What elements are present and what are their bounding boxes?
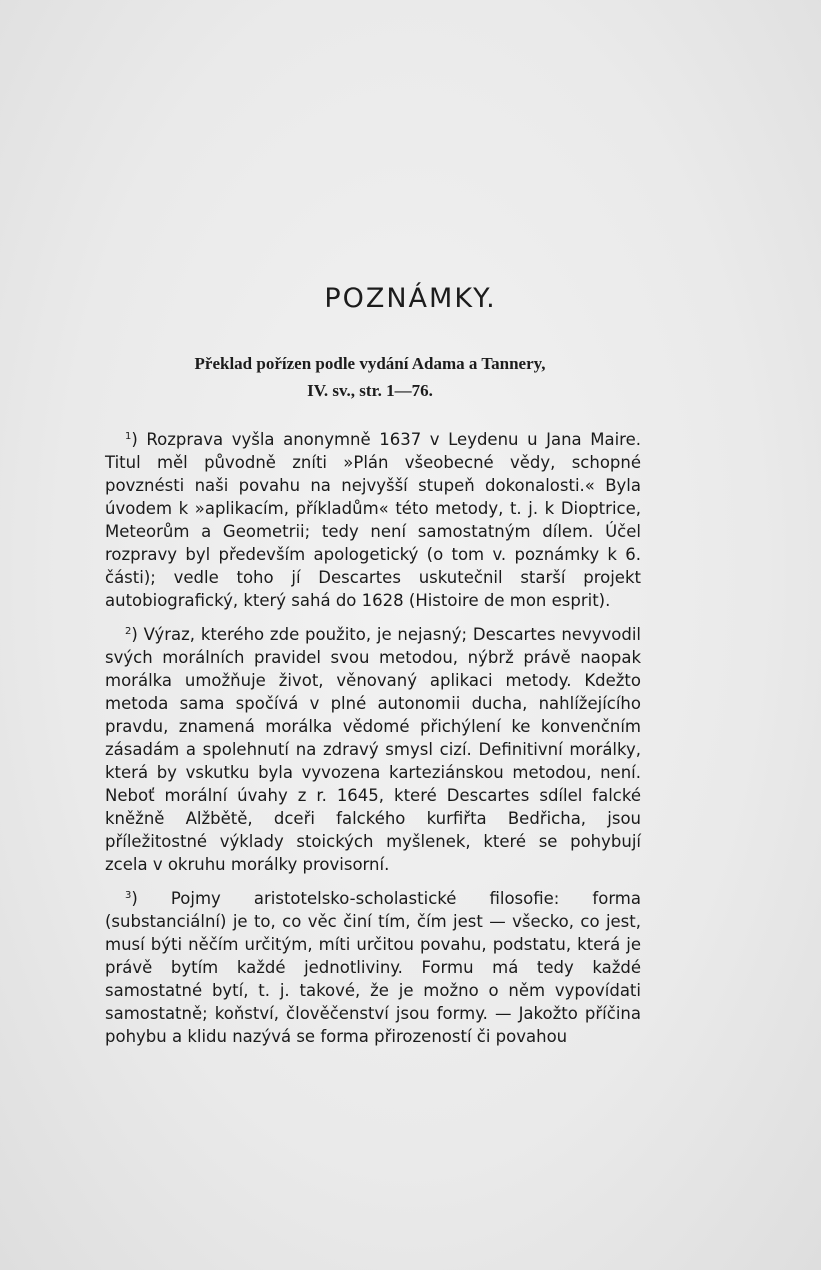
note-number: 1 bbox=[125, 431, 132, 442]
notes-list bbox=[105, 428, 641, 1059]
page-title: POZNÁMKY. bbox=[324, 283, 497, 314]
note-number: 3 bbox=[125, 890, 132, 901]
note-text: Výraz, kterého zde použito, je nejasný; Descartes nevyvodil svých morálních pravidel svou metodou, nýbrž právě naopak morálka umožňuje život, věnovaný aplikaci metody. Kdežto metoda sama spočívá v plné autonomii ducha, nahlížejícího pravdu, znamená morálka vědomé přichýlení ke konvenčním zásadám a spolehnutí na zdravý smysl cizí. Definitivní morálky, která by vskutku byla vyvozena karteziánskou metodou, není. Neboť morální úvahy z r. 1645, které Descartes sdílel falcké kněžně Alžbětě, dceři falckého kurfiřta Bedřicha, jsou příležitostné výklady stoických myšlenek, které se pohybují zcela v okruhu morálky provisorní. bbox=[105, 625, 641, 874]
subtitle-line-1: Překlad pořízen podle vydání Adama a Tannery, bbox=[194, 354, 546, 373]
note-text: Pojmy aristotelsko-scholastické filosofie: forma (substanciální) je to, co věc činí tím, čím jest — všecko, co jest, musí býti něčím určitým, míti určitou povahu, podstatu, která je právě bytím každé jednotliviny. Formu má tedy každé samostatné bytí, t. j. takové, že je možno o něm vypovídati samostatně; koňství, člověčenství jsou formy. — Jakožto příčina pohybu a klidu nazývá se forma přirozeností či povahou bbox=[105, 889, 641, 1046]
note-text: Rozprava vyšla anonymně 1637 v Leydenu u Jana Maire. Titul měl původně zníti »Plán všeobecné vědy, schopné povznésti naši povahu na nejvyšší stupeň dokonalosti.« Byla úvodem k »aplikacím, příkladům« této metody, t. j. k Dioptrice, Meteorům a Geometrii; tedy není samostatným dílem. Účel rozpravy byl především apologetický (o tom v. poznámky k 6. části); vedle toho jí Descartes uskutečnil starší projekt autobiografický, který sahá do 1628 (Histoire de mon esprit). bbox=[105, 430, 641, 610]
note-2: $^2$) Výraz, kterého zde použito, je nejasný; Descartes nevyvodil svých morálních pravidel svou metodou, nýbrž právě naopak morálka umožňuje život, věnovaný aplikaci metody. Kdežto metoda sama spočívá v plné autonomii ducha, nahlížejícího pravdu, znamená morálka vědomé přichýlení ke konvenčním zásadám a spolehnutí na zdravý smysl cizí. Definitivní morálky, která by vskutku byla vyvozena karteziánskou metodou, není. Neboť morální úvahy z r. 1645, které Descartes sdílel falcké kněžně Alžbětě, dceři falckého kurfiřta Bedřicha, jsou příležitostné výklady stoických myšlenek, které se pohybují zcela v okruhu morálky provisorní. bbox=[105, 625, 641, 874]
subtitle bbox=[150, 350, 590, 404]
subtitle-line-2: IV. sv., str. 1—76. bbox=[307, 381, 433, 400]
note-number: 2 bbox=[125, 626, 132, 637]
note-3: $^3$) Pojmy aristotelsko-scholastické filosofie: forma (substanciální) je to, co věc činí tím, čím jest — všecko, co jest, musí býti něčím určitým, míti určitou povahu, podstatu, která je právě bytím každé jednotliviny. Formu má tedy každé samostatné bytí, t. j. takové, že je možno o něm vypovídati samostatně; koňství, člověčenství jsou formy. — Jakožto příčina pohybu a klidu nazývá se forma přirozeností či povahou bbox=[105, 889, 641, 1046]
note-1: $^1$) Rozprava vyšla anonymně 1637 v Leydenu u Jana Maire. Titul měl původně zníti »Plán všeobecné vědy, schopné povznésti naši povahu na nejvyšší stupeň dokonalosti.« Byla úvodem k »aplikacím, příkladům« této metody, t. j. k Dioptrice, Meteorům a Geometrii; tedy není samostatným dílem. Účel rozpravy byl především apologetický (o tom v. poznámky k 6. části); vedle toho jí Descartes uskutečnil starší projekt autobiografický, který sahá do 1628 (Histoire de mon esprit). bbox=[105, 430, 641, 610]
